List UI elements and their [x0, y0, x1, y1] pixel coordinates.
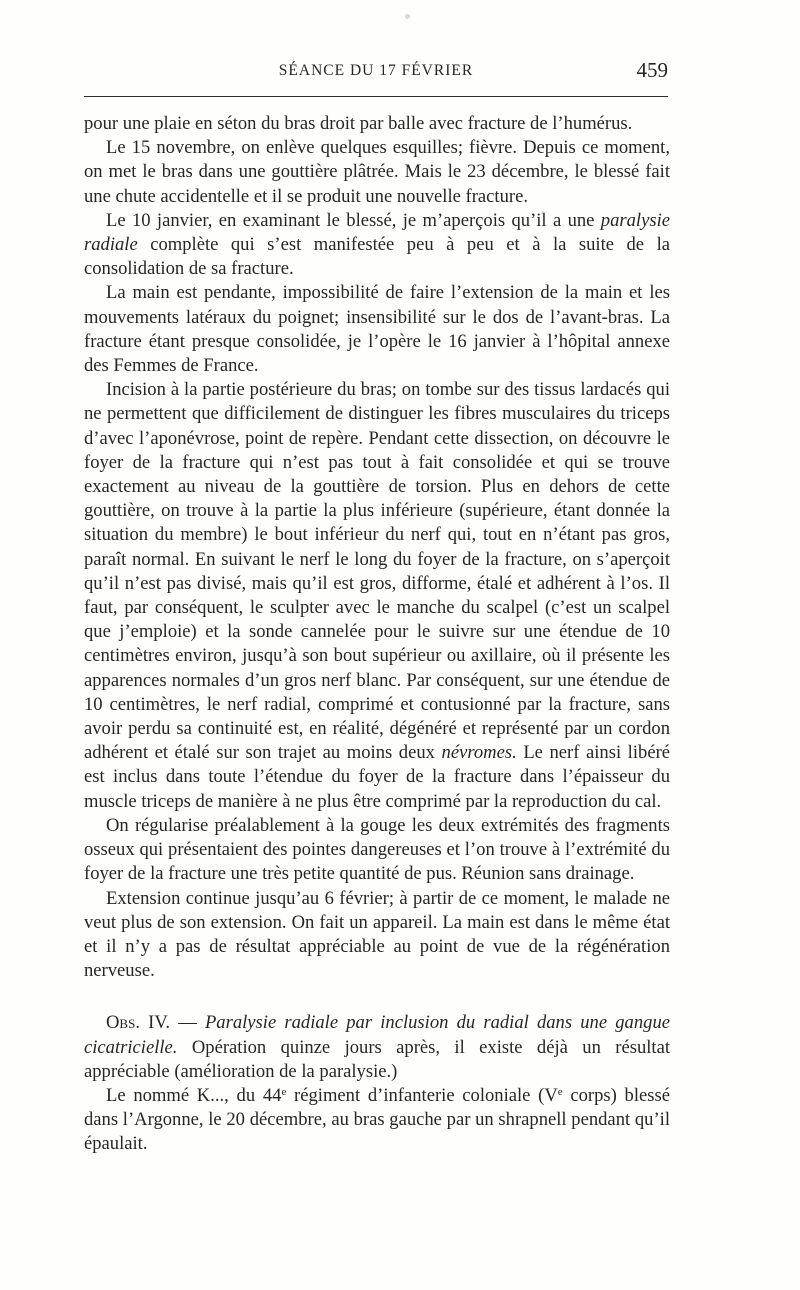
paragraph: Extension continue jusqu’au 6 février; à partir de ce moment, le malade ne veut plus de son extension. On fait un appareil. La main est dans le même état et il n’y a pas de résultat appréciable au point de vue de la régénération nerveuse.	[84, 887, 670, 982]
paragraph-text: Le nerf ainsi libéré est inclus dans toute l’étendue du foyer de la fracture dans l’épaisseur du muscle triceps de manière à ne plus être comprimé par la reproduction du cal.	[84, 742, 671, 812]
running-title: SÉANCE DU 17 FÉVRIER	[278, 62, 474, 79]
paragraph-text: régiment d’infanterie coloniale (V	[294, 1084, 558, 1106]
paragraph: Le 15 novembre, on enlève quelques esquilles; fièvre. Depuis ce moment, on met le bras dans une gouttière plâtrée. Mais le 23 décembre, le blessé fait une chute accidentelle et il se produit une nouvelle fracture.	[84, 137, 670, 207]
observation-heading	[84, 1011, 670, 1084]
paragraph	[84, 209, 670, 282]
observation-label: Obs. IV.	[106, 1012, 171, 1034]
emphasis-text: névromes.	[441, 742, 517, 764]
paragraph-text: Incision à la partie postérieure du bras; on tombe sur des tissus lardacés qui ne permettent que difficilement de distinguer les fibres musculaires du triceps d’avec l’aponévrose, point de repère. Pendant cette dissection, on découvre le foyer de la fracture qui n’est pas tout à fait consolidée et qui se trouve exactement au niveau de la gouttière de torsion. Plus en dehors de cette gouttière, on trouve à la partie la plus inférieure (supérieure, étant donnée la situation du membre) le bout inférieur du nerf qui, tout en n’étant pas gros, paraît normal. En suivant le nerf le long du foyer de la fracture, on s’aperçoit qu’il n’est pas divisé, mais qu’il est gros, difforme, étalé et adhérent à l’os. Il faut, par conséquent, le sculpter avec le manche du scalpel (c’est un scalpel que j’emploie) et la sonde cannelée pour le suivre sur une étendue de 10 centimètres environ, jusqu’à son bout supérieur ou axillaire, où il présente les apparences normales d’un gros nerf blanc. Par conséquent, sur une étendue de 10 centimètres, le nerf radial, comprimé et contusionné par la fracture, sans avoir perdu sa continuité est, en réalité, dégénéré et représenté par un cordon adhérent et étalé sur son trajet au moins deux	[84, 379, 670, 764]
superscript: e	[557, 1085, 563, 1098]
emphasis-text: paralysie radiale	[84, 209, 670, 256]
ink-speck	[405, 14, 410, 19]
header-rule	[84, 96, 668, 97]
dash: —	[178, 1012, 197, 1034]
paragraph	[84, 1084, 670, 1157]
body-text	[84, 112, 670, 1157]
paragraph-text: complète qui s’est manifestée peu à peu et à la suite de la consolidation de sa fracture.	[84, 234, 670, 280]
page-number: 459	[636, 58, 668, 82]
paragraph: pour une plaie en séton du bras droit par balle avec fracture de l’humérus.	[84, 113, 633, 134]
page-header	[84, 58, 668, 84]
paragraph-text: Le 10 janvier, en examinant le blessé, je m’aperçois qu’il a une	[106, 209, 595, 231]
superscript: e	[281, 1085, 287, 1098]
section-gap	[84, 983, 670, 1011]
observation-title: Paralysie radiale par inclusion du radial dans une gangue cicatricielle.	[84, 1012, 670, 1058]
paragraph: On régularise préalablement à la gouge les deux extrémités des fragments osseux qui présentaient des pointes dangereuses et l’on trouve à l’extrémité du foyer de la fracture une très petite quantité de pus. Réunion sans drainage.	[84, 814, 670, 885]
paragraph: La main est pendante, impossibilité de faire l’extension de la main et les mouvements latéraux du poignet; insensibilité sur le dos de l’avant-bras. La fracture étant presque consolidée, je l’opère le 16 janvier à l’hôpital annexe des Femmes de France.	[84, 282, 670, 377]
paragraph-text: Opération quinze jours après, il existe déjà un résultat appréciable (amélioration de la paralysie.)	[84, 1036, 671, 1082]
paragraph-text: Le nommé K..., du 44	[106, 1084, 282, 1106]
paragraph-text: corps) blessé dans l’Argonne, le 20 décembre, au bras gauche par un shrapnell pendant qu’il épaulait.	[84, 1084, 670, 1155]
paragraph	[84, 378, 670, 814]
